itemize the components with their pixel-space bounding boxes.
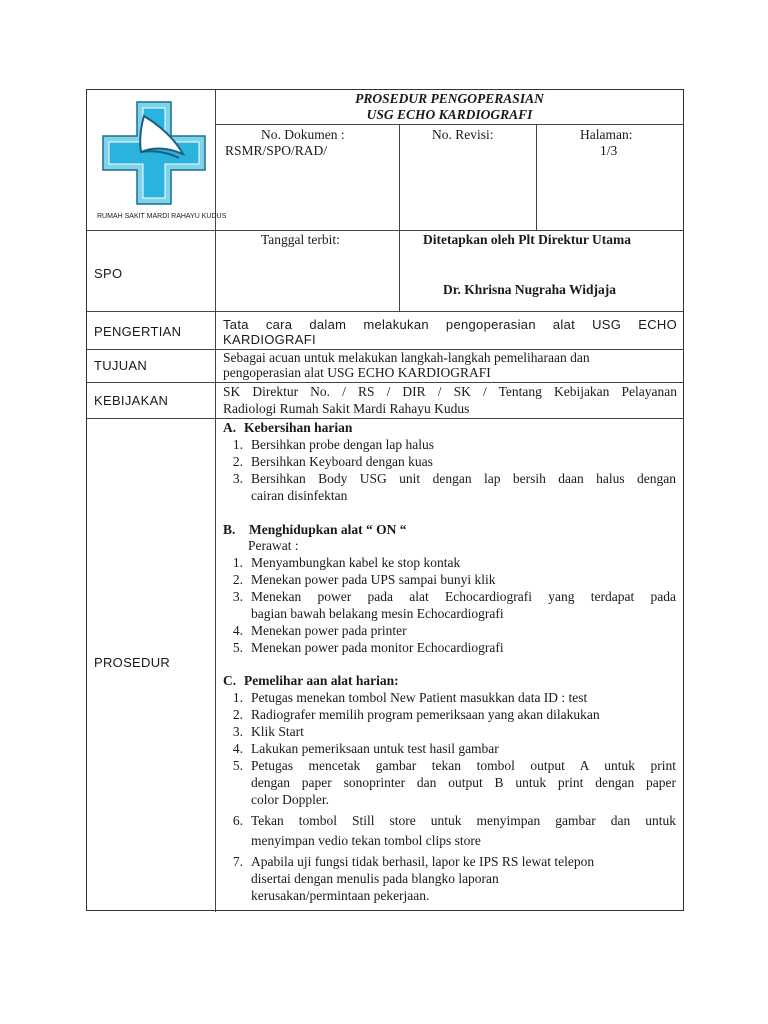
kebijakan-bottom-divider xyxy=(87,418,684,419)
revision-divider xyxy=(399,124,400,230)
page-divider xyxy=(536,124,537,230)
section-a-marker: A. xyxy=(223,420,237,435)
document-title-line1: PROSEDUR PENGOPERASIAN xyxy=(355,91,544,106)
page-value: 1/3 xyxy=(600,143,618,158)
spo-document xyxy=(86,89,684,911)
section-c-title: Pemelihar aan alat harian: xyxy=(244,673,399,688)
tujuan-label: TUJUAN xyxy=(94,358,148,373)
issue-date-label: Tanggal terbit: xyxy=(261,232,340,247)
tujuan-line1: Sebagai acuan untuk melakukan langkah-langkah pemeliharaan dan xyxy=(223,350,590,365)
kebijakan-line2: Radiologi Rumah Sakit Mardi Rahayu Kudus xyxy=(223,401,470,416)
document-title-line2: USG ECHO KARDIOGRAFI xyxy=(366,107,533,122)
title-divider xyxy=(215,124,684,125)
pengertian-label: PENGERTIAN xyxy=(94,324,182,339)
spo-label: SPO xyxy=(94,266,123,281)
approved-by: Ditetapkan oleh Plt Direktur Utama xyxy=(423,232,631,247)
pengertian-line1: Tata cara dalam melakukan pengoperasian alat USG ECHO xyxy=(223,317,677,332)
header-bottom-divider xyxy=(87,230,684,231)
spo-divider xyxy=(399,230,400,311)
logo-caption: RUMAH SAKIT MARDI RAHAYU KUDUS xyxy=(97,213,227,220)
pengertian-line2: KARDIOGRAFI xyxy=(223,332,316,347)
hospital-logo xyxy=(97,96,227,226)
director-name: Dr. Khrisna Nugraha Widjaja xyxy=(443,282,617,297)
kebijakan-label: KEBIJAKAN xyxy=(94,393,169,408)
revision-label: No. Revisi: xyxy=(432,127,494,142)
section-a-title: Kebersihan harian xyxy=(244,420,353,435)
tujuan-bottom-divider xyxy=(87,382,684,383)
section-b-marker: B. xyxy=(223,522,236,537)
cross-logo-icon xyxy=(97,96,209,206)
tujuan-line2: pengoperasian alat USG ECHO KARDIOGRAFI xyxy=(223,365,491,380)
kebijakan-line1: SK Direktur No. / RS / DIR / SK / Tentang Kebijakan Pelayanan xyxy=(223,384,677,399)
section-b-title: Menghidupkan alat “ ON “ xyxy=(249,522,407,537)
prosedur-label: PROSEDUR xyxy=(94,655,171,670)
prosedur-content: A. Kebersihan harian 1. Bersihkan probe dengan lap halus 2. Bersihkan Keyboard dengan kuas 3. Bersihkan Body USG unit dengan lap bersih daan halus dengan cairan disinfektan B. Menghidupkan alat “ ON “ Perawat : 1. Menyambungkan kabel ke stop kontak 2. Menekan power pada UPS sampai bunyi klik 3. Menekan power pada alat Echocardiografi yang terdapat pada bagian bawah belakang mesin Echocardiografi 4. Menekan power pada printer 5. Menekan power pada monitor Echocardiografi C. Pemelihar aan alat harian: 1. Petugas menekan tombol New Patient masukkan data ID : test 2. Radiografer memilih program pemeriksaan yang akan dilakukan 3. Klik Start 4. Lakukan pemeriksaan untuk test hasil gambar 5. Petugas mencetak gambar tekan tombol output A untuk print dengan paper sonoprinter dan output B untuk print dengan paper color Doppler. 6. Tekan tombol Still store untuk menyimpan gambar dan untuk menyimpan vedio tekan tombol clips store 7. Apabila uji fungsi tidak berhasil, lapor ke IPS RS lewat telepon disertai dengan menulis pada blangko laporan kerusakan/permintaan pekerjaan. xyxy=(223,420,676,903)
spo-bottom-divider xyxy=(87,311,684,312)
section-b-subtitle: Perawat : xyxy=(248,538,299,553)
page-label: Halaman: xyxy=(580,127,633,142)
doc-number-label: No. Dokumen : xyxy=(261,127,345,142)
doc-number-value: RSMR/SPO/RAD/ xyxy=(225,143,328,158)
section-c-marker: C. xyxy=(223,673,237,688)
